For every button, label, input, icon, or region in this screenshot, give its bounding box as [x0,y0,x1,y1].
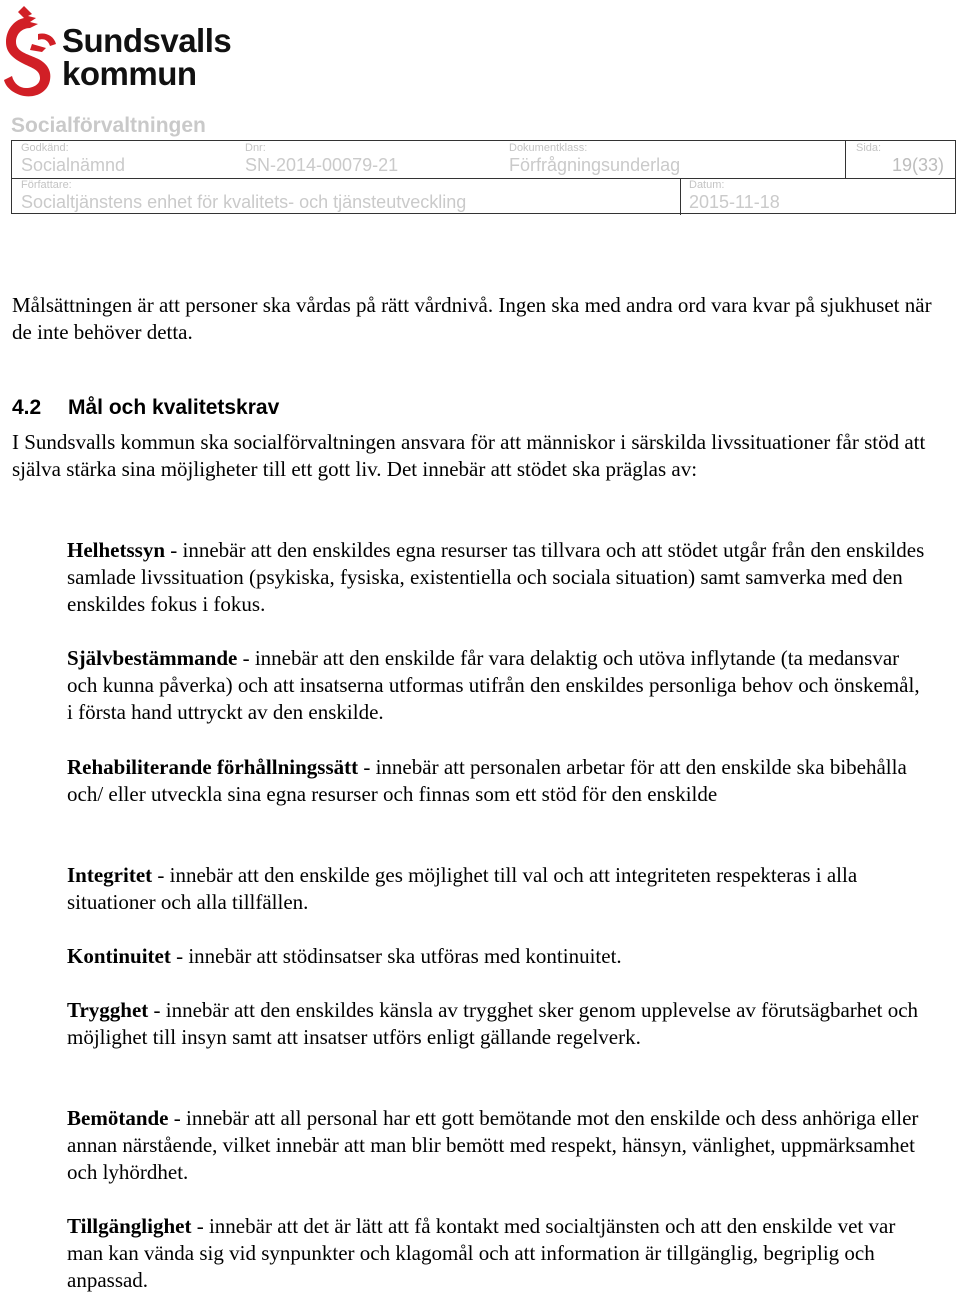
quality-item [67,1213,927,1294]
sundsvalls-kommun-logo [0,0,250,100]
dnr-label: Dnr: [245,142,266,154]
quality-term: Tillgänglighet [67,1214,192,1238]
dnr-cell [236,141,498,178]
quality-term: Rehabiliterande förhållningssätt [67,755,359,779]
quality-item [67,862,927,916]
doc-class-label: Dokumentklass: [509,142,588,154]
author-cell [12,178,678,215]
logo-wordmark [62,24,231,90]
quality-item [67,754,927,808]
date-cell [680,178,955,215]
quality-term: Trygghet [67,998,149,1022]
quality-description: - innebär att stödinsatser ska utföras med kontinuitet. [170,944,622,968]
approved-value: Socialnämnd [21,155,126,175]
quality-description: - innebär att den enskildes känsla av trygghet sker genom upplevelse av förutsägbarhet och möjlighet till insyn samt att insatser utförs enligt gällande regelverk. [67,998,919,1049]
quality-description: - innebär att den enskilde får vara delaktig och utöva inflytande (ta medansvar och kunna påverka) och att insatserna utformas utifrån den enskildes personliga behov och önskemål, i första hand uttryckt av den enskilde. [67,646,920,724]
doc-class-value: Förfrågningsunderlag [509,155,681,175]
quality-item [67,645,927,726]
dnr-value: SN-2014-00079-21 [245,155,399,175]
quality-description: - innebär att den enskildes egna resurser tas tillvara och att stödet utgår från den enskildes samlade livssituation (psykiska, fysiska, existentiella och sociala situation) samt samverka med den enskildes fokus i fokus. [67,538,925,616]
page-cell [847,141,955,178]
quality-description: - innebär att det är lätt att få kontakt med socialtjänsten och att den enskilde vet var man kan vända sig vid synpunkter och klagomål och att information är tillgänglig, begriplig och anpassad. [67,1214,896,1292]
quality-term: Integritet [67,863,153,887]
quality-item [67,1105,927,1186]
quality-term: Helhetssyn [67,538,166,562]
header-row-1 [12,141,955,179]
section-heading [12,396,279,420]
department-name: Socialförvaltningen [11,114,206,137]
quality-item [67,537,927,618]
quality-description: - innebär att personalen arbetar för att den enskilde ska bibehålla och/ eller utveckla sina egna resurser och finnas som ett stöd för den enskilde [67,755,907,806]
quality-term: Självbestämmande [67,646,238,670]
approved-cell [12,141,236,178]
document-header-table [11,140,956,214]
doc-class-cell [500,141,845,178]
logo-line-1: Sundsvalls [62,22,232,59]
quality-term: Kontinuitet [67,944,171,968]
page-value: 19(33) [891,155,944,175]
author-value: Socialtjänstens enhet för kvalitets- och tjänsteutveckling [21,192,467,212]
quality-item [67,997,927,1051]
quality-description: - innebär att all personal har ett gott bemötande mot den enskilde och dess anhöriga eller annan närstående, vilket innebär att man blir bemött med respekt, hänsyn, vänlighet, uppmärksamhet och lyhördhet. [67,1106,919,1184]
header-row-2 [12,178,955,215]
author-label: Författare: [21,179,72,191]
page-label: Sida: [856,142,882,154]
intro-paragraph: Målsättningen är att personer ska vårdas på rätt vårdnivå. Ingen ska med andra ord vara kvar på sjukhuset när de inte behöver detta. [12,293,932,344]
quality-item [67,943,927,970]
approved-label: Godkänd: [21,142,69,154]
quality-term: Bemötande [67,1106,169,1130]
dragon-emblem-icon [2,4,58,98]
header-divider [845,141,846,178]
date-value: 2015-11-18 [689,192,780,212]
section-number: 4.2 [12,396,42,419]
section-title: Mål och kvalitetskrav [68,396,280,419]
quality-description: - innebär att den enskilde ges möjlighet till val och att integriteten respekteras i alla situationer och alla tillfällen. [67,863,858,914]
logo-line-2: kommun [62,55,197,92]
section-paragraph: I Sundsvalls kommun ska socialförvaltningen ansvara för att människor i särskilda livssituationer får stöd att själva stärka sina möjligheter till ett gott liv. Det innebär att stödet ska präglas av: [12,430,926,481]
date-label: Datum: [689,179,725,191]
